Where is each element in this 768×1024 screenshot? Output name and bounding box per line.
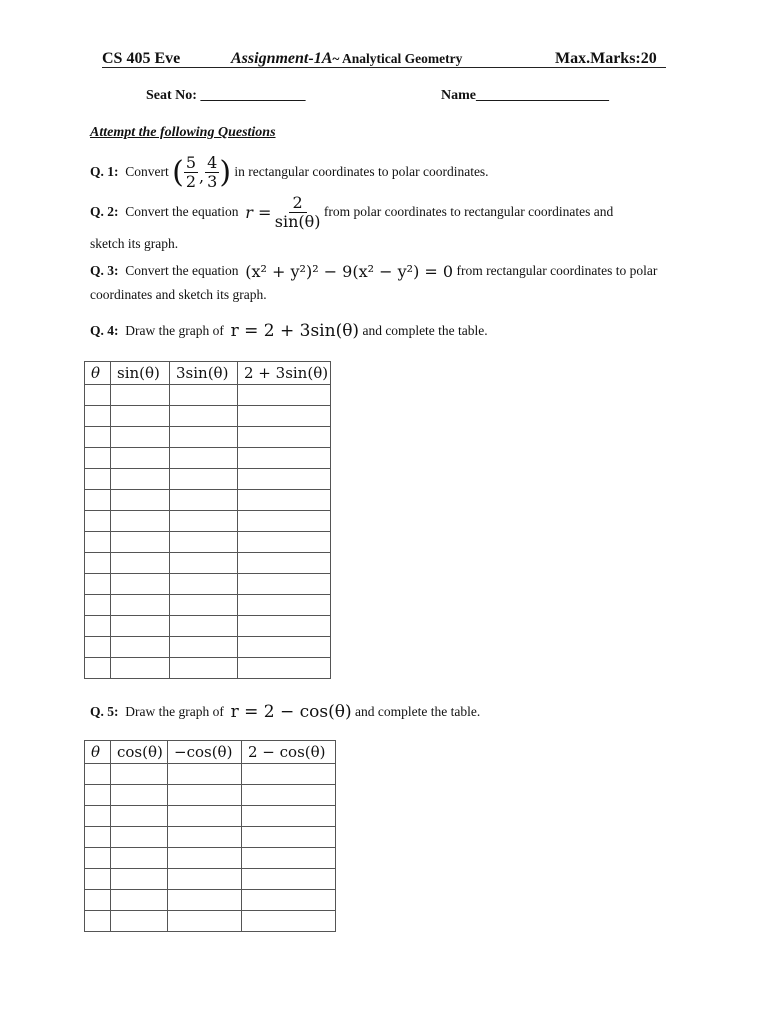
q3-text-pre: Convert the equation: [125, 263, 239, 278]
table2-cell[interactable]: [85, 806, 111, 827]
table1-cell[interactable]: [170, 658, 238, 679]
question-4: [90, 318, 488, 344]
course-code: CS 405 Eve: [102, 50, 181, 67]
table1-cell[interactable]: [170, 511, 238, 532]
name-blank: ___________________: [476, 88, 609, 103]
q1-frac1-num: 5: [185, 152, 197, 172]
table2-cell[interactable]: [242, 827, 336, 848]
table2-cell[interactable]: [111, 785, 168, 806]
q1-fraction-2: [205, 152, 219, 191]
table1-cell[interactable]: [238, 469, 331, 490]
table1-cell[interactable]: [238, 406, 331, 427]
table2-header-cos: cos(θ): [111, 741, 168, 764]
table-r-2-plus-3sin: [84, 361, 331, 679]
table1-cell[interactable]: [238, 574, 331, 595]
table1-cell[interactable]: [111, 511, 170, 532]
question-1: [90, 152, 489, 192]
question-3: [90, 258, 657, 284]
q2-lhs: r =: [245, 202, 272, 222]
q1-comma: ,: [199, 166, 205, 186]
table2-row: [85, 764, 336, 785]
name-field: [441, 88, 609, 104]
table2-row: [85, 785, 336, 806]
table1-row: [85, 658, 331, 679]
table2-header-neg-cos: −cos(θ): [168, 741, 242, 764]
table1-cell[interactable]: [85, 616, 111, 637]
table1-cell[interactable]: [238, 511, 331, 532]
q4-equation: r = 2 + 3sin(θ): [230, 321, 360, 341]
table1-cell[interactable]: [238, 532, 331, 553]
table1-cell[interactable]: [85, 406, 111, 427]
table2-cell[interactable]: [168, 785, 242, 806]
table1-row: [85, 511, 331, 532]
q5-label: Q. 5:: [90, 704, 119, 719]
table2-cell[interactable]: [242, 911, 336, 932]
table1-row: [85, 385, 331, 406]
table1-cell[interactable]: [111, 427, 170, 448]
table2-cell[interactable]: [85, 869, 111, 890]
q2-label: Q. 2:: [90, 204, 119, 219]
table2-cell[interactable]: [242, 785, 336, 806]
table1-row: [85, 469, 331, 490]
table1-cell[interactable]: [170, 427, 238, 448]
table1-cell[interactable]: [111, 637, 170, 658]
table1-row: [85, 553, 331, 574]
table1-cell[interactable]: [111, 553, 170, 574]
instructions-heading: Attempt the following Questions: [90, 125, 276, 140]
assignment-title: [231, 50, 462, 68]
table1-cell[interactable]: [111, 448, 170, 469]
table2-cell[interactable]: [242, 764, 336, 785]
table1-header-theta: θ: [85, 362, 111, 385]
header-underline: [102, 67, 666, 68]
table1-cell[interactable]: [238, 553, 331, 574]
table1-cell[interactable]: [238, 658, 331, 679]
q1-right-paren: ): [219, 154, 232, 190]
q3-line-2: coordinates and sketch its graph.: [90, 287, 267, 302]
q1-text-post: in rectangular coordinates to polar coordinates.: [234, 164, 489, 179]
table2-header-theta: θ: [85, 741, 111, 764]
table1-cell[interactable]: [170, 637, 238, 658]
q1-point: [172, 152, 232, 191]
table1-row: [85, 448, 331, 469]
q4-text-pre: Draw the graph of: [125, 323, 224, 338]
table1-header-sin: sin(θ): [111, 362, 170, 385]
table2-cell[interactable]: [242, 848, 336, 869]
table1-cell[interactable]: [170, 406, 238, 427]
table1-cell[interactable]: [85, 427, 111, 448]
q1-frac2-den: 3: [207, 171, 218, 191]
table2-header-row: [85, 741, 336, 764]
table1-cell[interactable]: [238, 448, 331, 469]
table1-cell[interactable]: [170, 553, 238, 574]
table1-row: [85, 595, 331, 616]
seat-field: [146, 88, 305, 104]
table2-row: [85, 848, 336, 869]
name-label: Name: [441, 88, 476, 103]
table1-cell[interactable]: [111, 616, 170, 637]
q3-label: Q. 3:: [90, 263, 119, 278]
q3-equation: (x² + y²)² − 9(x² − y²) = 0: [245, 261, 454, 281]
table-r-2-minus-cos: [84, 740, 336, 932]
table2-cell[interactable]: [111, 890, 168, 911]
seat-label: Seat No:: [146, 88, 197, 103]
table1-row: [85, 616, 331, 637]
q1-fraction-1: [184, 152, 198, 191]
seat-blank: _______________: [200, 88, 306, 103]
table2-cell[interactable]: [111, 848, 168, 869]
table2-cell[interactable]: [168, 911, 242, 932]
table2-cell[interactable]: [168, 764, 242, 785]
table2-cell[interactable]: [111, 806, 168, 827]
table1-header-row: [85, 362, 331, 385]
table1-cell[interactable]: [238, 595, 331, 616]
table2-cell[interactable]: [242, 890, 336, 911]
table1-row: [85, 427, 331, 448]
table2-cell[interactable]: [85, 911, 111, 932]
table1-cell[interactable]: [170, 469, 238, 490]
table1-cell[interactable]: [170, 616, 238, 637]
table2-row: [85, 911, 336, 932]
table2-cell[interactable]: [111, 764, 168, 785]
table2-cell[interactable]: [85, 848, 111, 869]
table1-row: [85, 490, 331, 511]
q5-text-post: and complete the table.: [355, 704, 481, 719]
q3-text-post: from rectangular coordinates to polar: [456, 263, 658, 278]
table1-cell[interactable]: [85, 469, 111, 490]
assignment-subject: ~ Analytical Geometry: [332, 51, 463, 66]
table2-cell[interactable]: [111, 827, 168, 848]
table1-cell[interactable]: [85, 637, 111, 658]
table1-cell[interactable]: [85, 448, 111, 469]
table1-cell[interactable]: [170, 385, 238, 406]
table2-cell[interactable]: [85, 764, 111, 785]
q4-text-post: and complete the table.: [362, 323, 488, 338]
table1-cell[interactable]: [111, 406, 170, 427]
table1-row: [85, 637, 331, 658]
table1-cell[interactable]: [85, 553, 111, 574]
table2-cell[interactable]: [168, 827, 242, 848]
table1-cell[interactable]: [111, 658, 170, 679]
table2-row: [85, 806, 336, 827]
table1-cell[interactable]: [85, 532, 111, 553]
q4-label: Q. 4:: [90, 323, 119, 338]
table1-cell[interactable]: [111, 469, 170, 490]
assignment-name: Assignment-1A: [231, 50, 333, 67]
table1-cell[interactable]: [170, 595, 238, 616]
q2-fraction: [274, 192, 321, 231]
table1-cell[interactable]: [238, 427, 331, 448]
table1-header-3sin: 3sin(θ): [170, 362, 238, 385]
table1-cell[interactable]: [238, 616, 331, 637]
table1-cell[interactable]: [111, 574, 170, 595]
table2-cell[interactable]: [111, 869, 168, 890]
table1-cell[interactable]: [170, 448, 238, 469]
table1-header-2-plus-3sin: 2 + 3sin(θ): [238, 362, 331, 385]
q1-text-pre: Convert: [125, 164, 169, 179]
q1-frac2-num: 4: [207, 152, 218, 172]
table1-cell[interactable]: [111, 490, 170, 511]
table1-cell[interactable]: [238, 490, 331, 511]
table2-cell[interactable]: [85, 785, 111, 806]
table1-cell[interactable]: [85, 595, 111, 616]
table1-cell[interactable]: [170, 574, 238, 595]
table2-row: [85, 869, 336, 890]
table2-cell[interactable]: [168, 869, 242, 890]
q2-text-pre: Convert the equation: [125, 204, 239, 219]
table2-cell[interactable]: [168, 890, 242, 911]
table1-cell[interactable]: [111, 595, 170, 616]
table2-cell[interactable]: [111, 911, 168, 932]
table1-cell[interactable]: [170, 532, 238, 553]
question-2: [90, 192, 613, 232]
table2-row: [85, 827, 336, 848]
table1-cell[interactable]: [111, 532, 170, 553]
q1-frac1-den: 2: [185, 171, 197, 191]
table2-cell[interactable]: [242, 806, 336, 827]
q5-text-pre: Draw the graph of: [125, 704, 224, 719]
q5-equation: r = 2 − cos(θ): [230, 702, 352, 722]
q2-text-post: from polar coordinates to rectangular coordinates and: [323, 204, 614, 219]
table1-cell[interactable]: [85, 658, 111, 679]
table1-row: [85, 406, 331, 427]
table1-cell[interactable]: [85, 511, 111, 532]
q2-numerator: 2: [289, 195, 307, 213]
table1-row: [85, 574, 331, 595]
table2-cell[interactable]: [168, 806, 242, 827]
table2-header-2-minus-cos: 2 − cos(θ): [242, 741, 336, 764]
table1-cell[interactable]: [85, 490, 111, 511]
q1-left-paren: (: [172, 154, 184, 190]
table2-cell[interactable]: [85, 890, 111, 911]
table1-row: [85, 532, 331, 553]
q1-label: Q. 1:: [90, 164, 119, 179]
table2-cell[interactable]: [85, 827, 111, 848]
max-marks: Max.Marks:20: [555, 50, 657, 67]
table1-cell[interactable]: [170, 490, 238, 511]
question-5: [90, 699, 480, 725]
table2-cell[interactable]: [242, 869, 336, 890]
table2-row: [85, 890, 336, 911]
table1-cell[interactable]: [238, 385, 331, 406]
table1-cell[interactable]: [238, 637, 331, 658]
table1-cell[interactable]: [85, 385, 111, 406]
q2-denominator: sin(θ): [274, 211, 321, 231]
q2-line-2: sketch its graph.: [90, 236, 179, 251]
table1-cell[interactable]: [111, 385, 170, 406]
table1-cell[interactable]: [85, 574, 111, 595]
table2-cell[interactable]: [168, 848, 242, 869]
